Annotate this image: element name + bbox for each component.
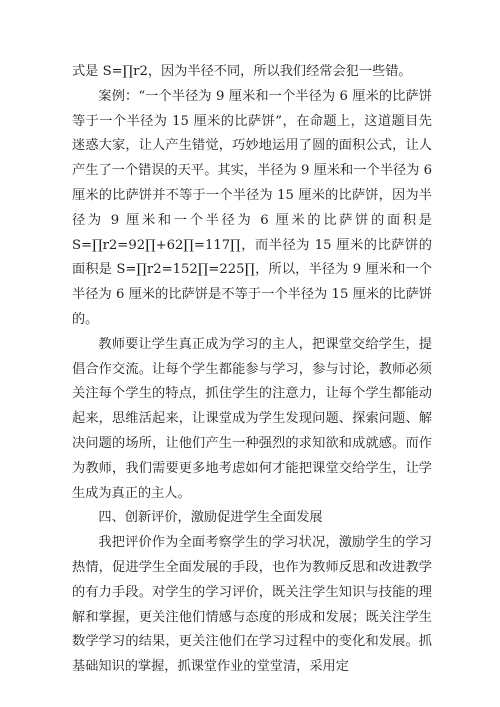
case-example-paragraph: 案例：“一个半径为 9 厘米和一个半径为 6 厘米的比萨饼等于一个半径为 15 厘米的比萨饼”，在命题上，这道题目先迷惑大家，让人产生错觉，巧妙地运用了圆的面积公式，让人产生了一个错误的天平。其实，半径为 9 厘米和一个半径为 6 厘米的比萨饼并不等于一个半径为 15 厘米的比萨饼，因为半径为 9 厘米和一个半径为 6 厘米的比萨饼的面积是 S=∏r2=92∏+62∏=117∏，而半径为 15 厘米的比萨饼的面积是 S=∏r2=152∏=225∏，所以，半径为 9 厘米和一个半径为 6 厘米的比萨饼是不等于一个半径为 15 厘米的比萨饼的。: [72, 88, 432, 327]
section-heading: 四、创新评价，激励促进学生全面发展: [98, 510, 323, 526]
document-page: [72, 60, 432, 680]
teacher-role-paragraph: 教师要让学生真正成为学习的主人，把课堂交给学生，提倡合作交流。让每个学生都能参与学习，参与讨论，教师必须关注每个学生的特点，抓住学生的注意力，让每个学生都能动起来，思维活起来，让课堂成为学生发现问题、探索问题、解决问题的场所，让他们产生一种强烈的求知欲和成就感。而作为教师，我们需要更多地考虑如何才能把课堂交给学生，让学生成为真正的主人。: [72, 336, 432, 501]
evaluation-paragraph: 我把评价作为全面考察学生的学习状况，激励学生的学习热情，促进学生全面发展的手段，也作为教师反思和改进教学的有力手段。对学生的学习评价，既关注学生知识与技能的理解和掌握，更关注他们情感与态度的形成和发展；既关注学生数学学习的结果，更关注他们在学习过程中的变化和发展。抓基础知识的掌握，抓课堂作业的堂堂清，采用定: [72, 535, 432, 675]
continuation-paragraph: 式是 S=∏r2，因为半径不同，所以我们经常会犯一些错。: [72, 64, 412, 79]
